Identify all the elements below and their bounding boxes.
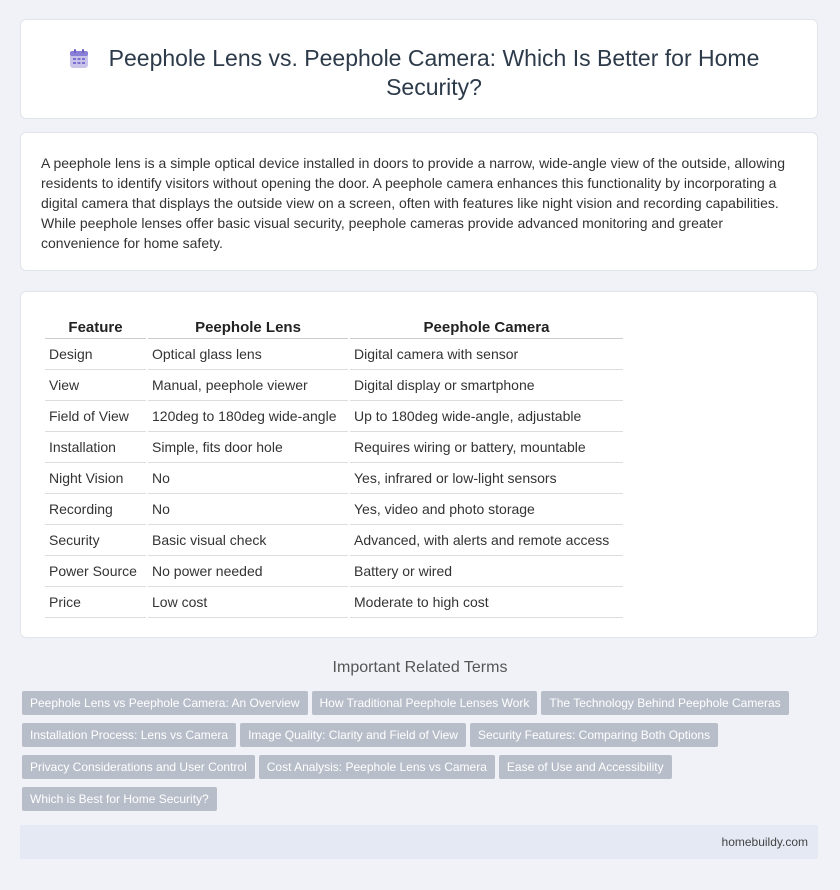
related-tag-traditional-lenses[interactable]: How Traditional Peephole Lenses Work xyxy=(312,691,538,715)
row-camera-value: Battery or wired xyxy=(350,556,623,587)
table-row xyxy=(45,432,623,463)
related-tag-installation[interactable]: Installation Process: Lens vs Camera xyxy=(22,723,236,747)
header-peephole-lens: Peephole Lens xyxy=(148,316,348,339)
table-row xyxy=(45,370,623,401)
related-tag-ease-of-use[interactable]: Ease of Use and Accessibility xyxy=(499,755,672,779)
related-tag-privacy[interactable]: Privacy Considerations and User Control xyxy=(22,755,255,779)
row-lens-value: Manual, peephole viewer xyxy=(148,370,348,401)
row-camera-value: Yes, video and photo storage xyxy=(350,494,623,525)
table-row xyxy=(45,339,623,370)
row-feature: Price xyxy=(45,587,146,618)
table-header-row xyxy=(45,316,623,339)
table-row xyxy=(45,587,623,618)
row-lens-value: Simple, fits door hole xyxy=(148,432,348,463)
row-camera-value: Yes, infrared or low-light sensors xyxy=(350,463,623,494)
row-feature: Security xyxy=(45,525,146,556)
comparison-table xyxy=(43,316,625,618)
row-camera-value: Digital display or smartphone xyxy=(350,370,623,401)
table-row xyxy=(45,463,623,494)
page-title: Peephole Lens vs. Peephole Camera: Which Is Better for Home Security? xyxy=(108,45,760,100)
header-peephole-camera: Peephole Camera xyxy=(350,316,623,339)
row-lens-value: Basic visual check xyxy=(148,525,348,556)
row-lens-value: No xyxy=(148,463,348,494)
row-lens-value: Low cost xyxy=(148,587,348,618)
row-feature: Night Vision xyxy=(45,463,146,494)
row-lens-value: Optical glass lens xyxy=(148,339,348,370)
row-feature: Design xyxy=(45,339,146,370)
related-terms-heading: Important Related Terms xyxy=(332,659,508,676)
intro-paragraph: A peephole lens is a simple optical device installed in doors to provide a narrow, wide-angle view of the outside, allowing residents to identify visitors without opening the door. A peephole camera enhances this functionality by incorporating a digital camera that displays the outside view on a screen, often with features like night vision and recording capabilities. While peephole lenses offer basic visual security, peephole cameras provide advanced monitoring and greater convenience for home safety. xyxy=(41,155,785,251)
row-lens-value: 120deg to 180deg wide-angle xyxy=(148,401,348,432)
header-feature: Feature xyxy=(45,316,146,339)
row-lens-value: No xyxy=(148,494,348,525)
footer-site-link[interactable]: homebuildy.com xyxy=(721,835,808,849)
related-tag-image-quality[interactable]: Image Quality: Clarity and Field of View xyxy=(240,723,466,747)
title-card xyxy=(20,19,818,119)
related-tag-camera-technology[interactable]: The Technology Behind Peephole Cameras xyxy=(541,691,788,715)
footer xyxy=(20,825,818,859)
row-camera-value: Digital camera with sensor xyxy=(350,339,623,370)
intro-card xyxy=(20,132,818,271)
row-feature: Field of View xyxy=(45,401,146,432)
table-row xyxy=(45,525,623,556)
table-row xyxy=(45,401,623,432)
row-camera-value: Requires wiring or battery, mountable xyxy=(350,432,623,463)
related-tag-cost-analysis[interactable]: Cost Analysis: Peephole Lens vs Camera xyxy=(259,755,495,779)
row-camera-value: Advanced, with alerts and remote access xyxy=(350,525,623,556)
row-lens-value: No power needed xyxy=(148,556,348,587)
row-feature: Recording xyxy=(45,494,146,525)
row-feature: Power Source xyxy=(45,556,146,587)
row-feature: Installation xyxy=(45,432,146,463)
related-tag-best-for-security[interactable]: Which is Best for Home Security? xyxy=(22,787,217,811)
table-row xyxy=(45,556,623,587)
row-camera-value: Moderate to high cost xyxy=(350,587,623,618)
related-tags xyxy=(22,691,812,819)
row-feature: View xyxy=(45,370,146,401)
row-camera-value: Up to 180deg wide-angle, adjustable xyxy=(350,401,623,432)
related-tag-security-features[interactable]: Security Features: Comparing Both Options xyxy=(470,723,718,747)
related-tag-overview[interactable]: Peephole Lens vs Peephole Camera: An Overview xyxy=(22,691,308,715)
table-row xyxy=(45,494,623,525)
comparison-card xyxy=(20,291,818,638)
